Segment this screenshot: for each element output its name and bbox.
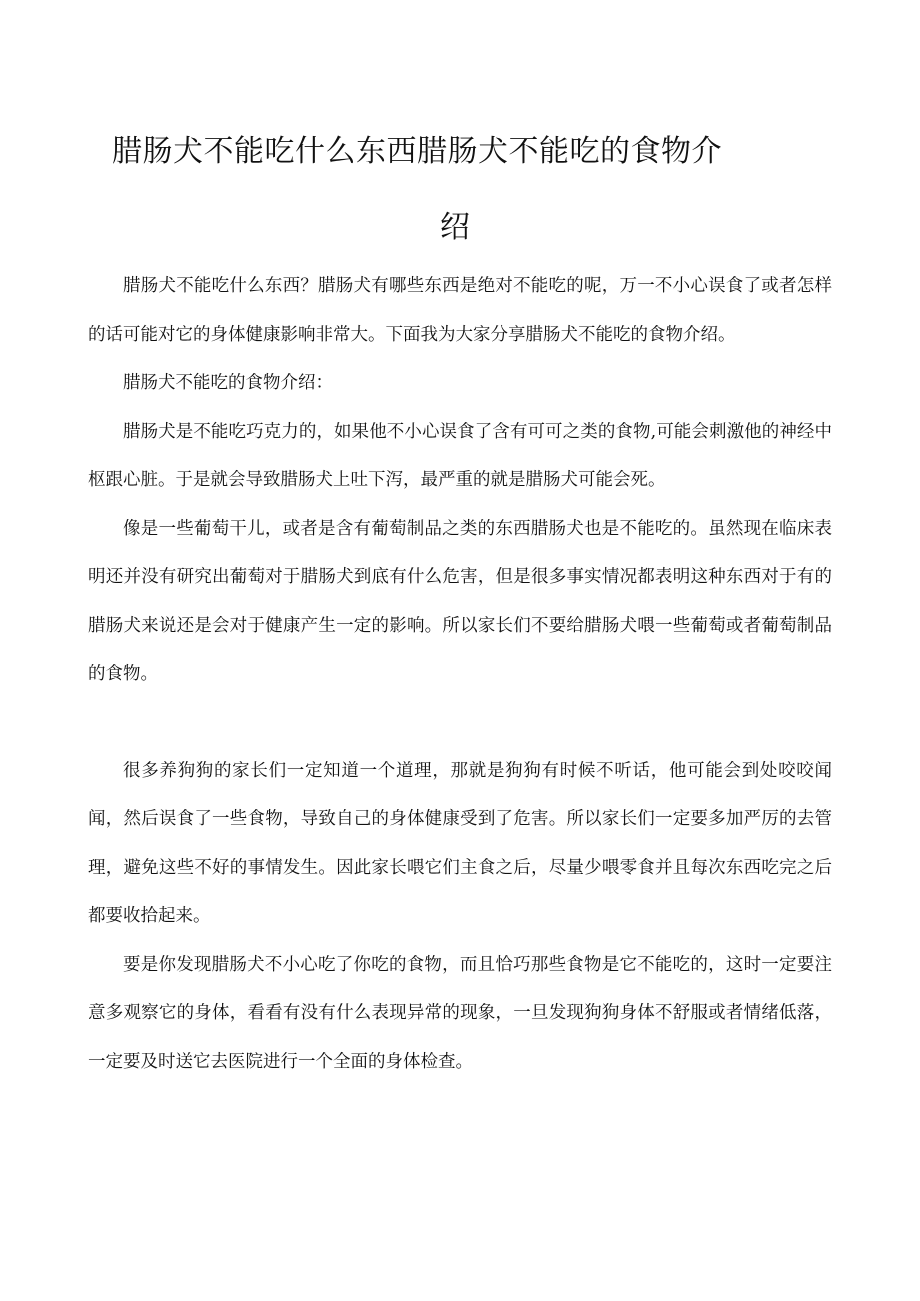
paragraph-subheading: 腊肠犬不能吃的食物介绍： [123, 373, 333, 393]
paragraph-chocolate: 腊肠犬是不能吃巧克力的，如果他不小心误食了含有可可之类的食物,可能会刺激他的神经中枢跟心脏。于是就会导致腊肠犬上吐下泻，最严重的就是腊肠犬可能会死。 [88, 421, 832, 490]
document-title-line-1: 腊肠犬不能吃什么东西腊肠犬不能吃的食物介 [112, 134, 722, 169]
paragraph-spacer [88, 699, 832, 747]
paragraph-management: 很多养狗狗的家长们一定知道一个道理，那就是狗狗有时候不听话，他可能会到处咬咬闻闻，然后误食了一些食物，导致自己的身体健康受到了危害。所以家长们一定要多加严厉的去管理，避免这些不好的事情发生。因此家长喂它们主食之后，尽量少喂零食并且每次东西吃完之后都要收拾起来。 [88, 760, 832, 926]
paragraph-grapes: 像是一些葡萄干儿，或者是含有葡萄制品之类的东西腊肠犬也是不能吃的。虽然现在临床表明还并没有研究出葡萄对于腊肠犬到底有什么危害，但是很多事实情况都表明这种东西对于有的腊肠犬来说还是会对于健康产生一定的影响。所以家长们不要给腊肠犬喂一些葡萄或者葡萄制品的食物。 [88, 518, 832, 684]
document-title-line-2: 绍 [440, 210, 470, 245]
document-body [88, 262, 832, 1086]
paragraph-observation: 要是你发现腊肠犬不小心吃了你吃的食物，而且恰巧那些食物是它不能吃的，这时一定要注意多观察它的身体，看看有没有什么表现异常的现象，一旦发现狗狗身体不舒服或者情绪低落，一定要及时送它去医院进行一个全面的身体检查。 [88, 954, 832, 1072]
paragraph-intro: 腊肠犬不能吃什么东西？腊肠犬有哪些东西是绝对不能吃的呢，万一不小心误食了或者怎样的话可能对它的身体健康影响非常大。下面我为大家分享腊肠犬不能吃的食物介绍。 [88, 276, 832, 345]
